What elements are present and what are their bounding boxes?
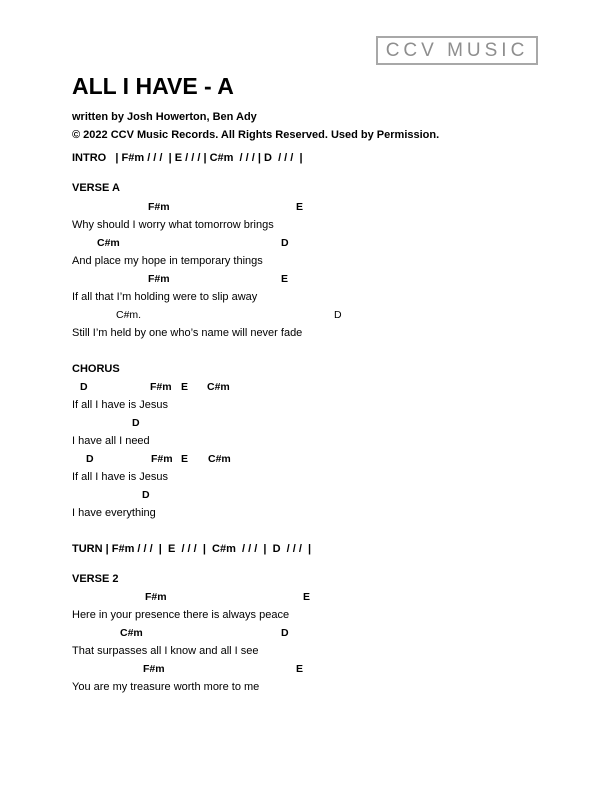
chord: E: [303, 591, 311, 603]
chord: D: [281, 237, 289, 249]
chord: E: [281, 273, 289, 285]
intro-line: INTRO | F#m / / / | E / / / | C#m / / / | D / / / |: [72, 152, 303, 164]
chord: D: [80, 381, 88, 393]
chord: F#m: [143, 663, 165, 675]
lyric-line: Still I’m held by one who’s name will never fade: [72, 327, 303, 339]
chord: E: [296, 201, 304, 213]
chord: D: [132, 417, 140, 429]
chord: C#m.: [116, 309, 142, 321]
chord: F#m: [150, 381, 172, 393]
chord: E: [181, 381, 189, 393]
lyric-line: If all I have is Jesus: [72, 471, 168, 483]
section-label-chorus: CHORUS: [72, 363, 120, 375]
lyric-line: And place my hope in temporary things: [72, 255, 263, 267]
lyric-line: If all that I’m holding were to slip away: [72, 291, 258, 303]
chord: E: [296, 663, 304, 675]
chord: C#m: [120, 627, 143, 639]
chord: F#m: [145, 591, 167, 603]
chord: D: [86, 453, 94, 465]
chord: D: [281, 627, 289, 639]
chord: D: [142, 489, 150, 501]
chord: C#m: [207, 381, 230, 393]
lyric-line: Here in your presence there is always peace: [72, 609, 290, 621]
lyric-line: That surpasses all I know and all I see: [72, 645, 259, 657]
turn-line: TURN | F#m / / / | E / / / | C#m / / / | D / / / |: [72, 543, 312, 555]
lyric-line: Why should I worry what tomorrow brings: [72, 219, 274, 231]
section-label-verse-a: VERSE A: [72, 182, 120, 194]
credits: written by Josh Howerton, Ben Ady: [72, 111, 257, 123]
lyric-line: I have everything: [72, 507, 156, 519]
chord: C#m: [97, 237, 120, 249]
chord: F#m: [148, 273, 170, 285]
chord: C#m: [208, 453, 231, 465]
section-label-verse-2: VERSE 2: [72, 573, 119, 585]
lyric-line: If all I have is Jesus: [72, 399, 168, 411]
song-title: ALL I HAVE - A: [72, 73, 234, 99]
lyric-line: You are my treasure worth more to me: [72, 681, 260, 693]
chord: F#m: [148, 201, 170, 213]
copyright: © 2022 CCV Music Records. All Rights Reserved. Used by Permission.: [72, 129, 440, 141]
chord: E: [181, 453, 189, 465]
chord: F#m: [151, 453, 173, 465]
ccv-music-logo: CCV MUSIC: [376, 36, 538, 65]
chord: D: [334, 309, 342, 321]
lyric-line: I have all I need: [72, 435, 150, 447]
